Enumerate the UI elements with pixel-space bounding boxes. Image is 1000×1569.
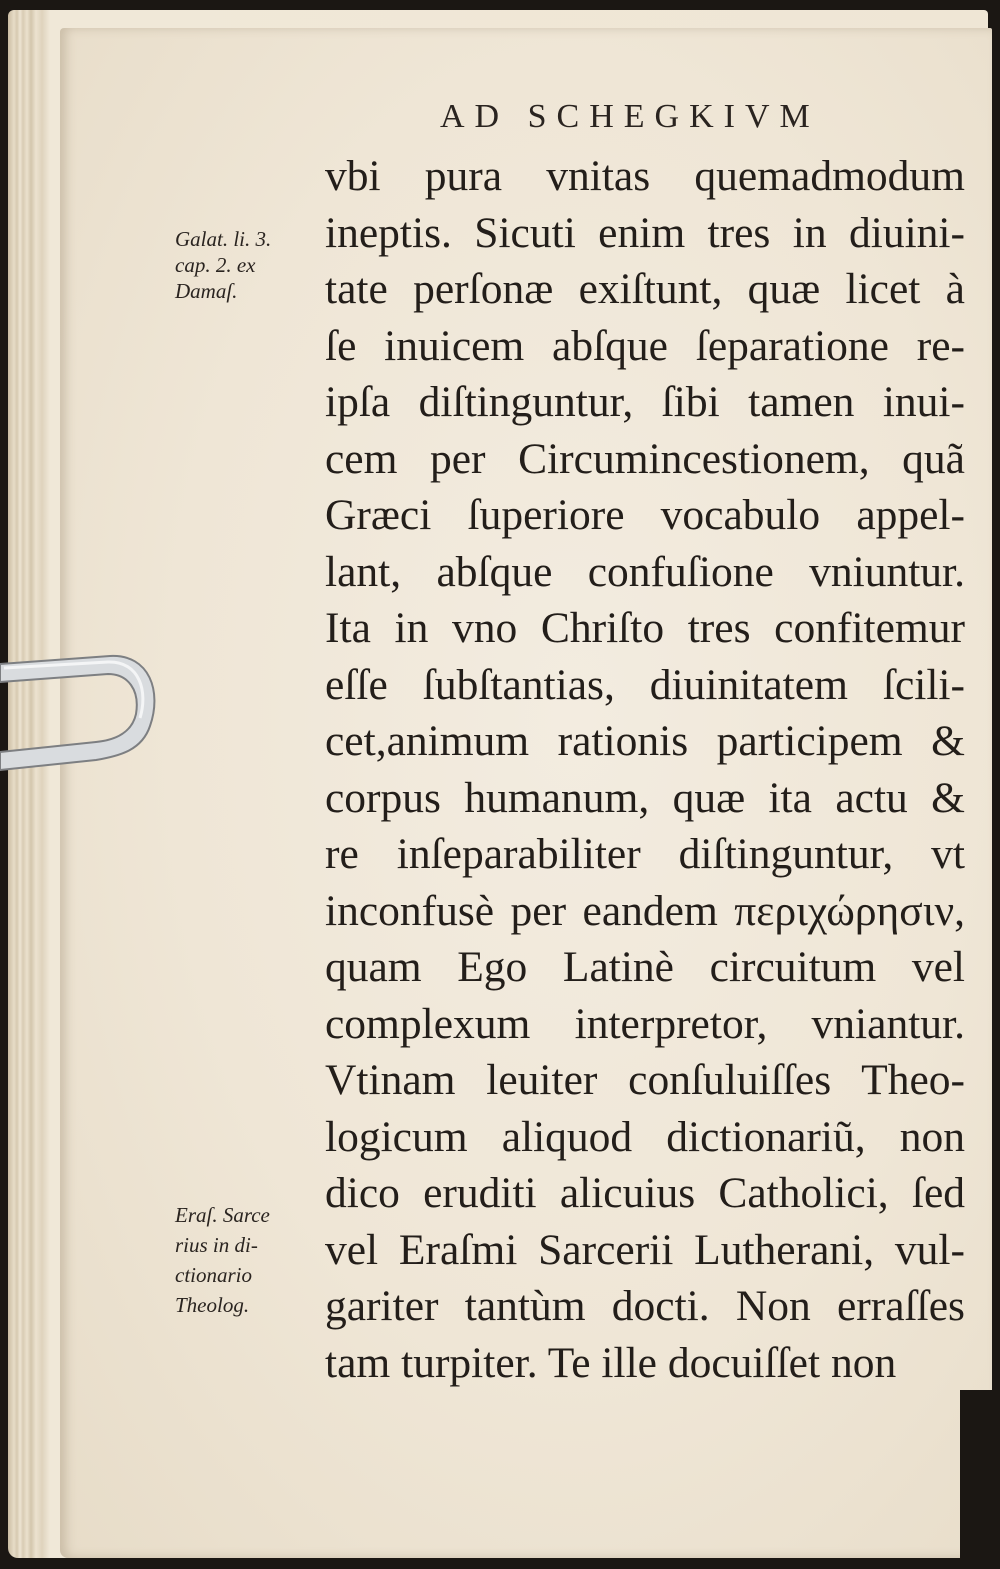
text-line: ipſa diſtinguntur, ſibi tamen inui-	[325, 378, 965, 426]
text-line: vbi pura vnitas quemadmodum	[325, 152, 965, 200]
margin-note-line: Galat. li. 3.	[175, 227, 272, 251]
text-line: tate perſonæ exiſtunt, quæ licet à	[325, 265, 965, 313]
text-line: cet,animum rationis participem &	[325, 717, 965, 765]
text-line: Vtinam leuiter conſuluiſſes Theo-	[325, 1056, 965, 1104]
margin-note-line: Theolog.	[175, 1293, 250, 1317]
margin-note-line: Damaſ.	[175, 279, 238, 303]
text-line: ineptis. Sicuti enim tres in diuini-	[325, 208, 965, 257]
text-line: ſe inuicem abſque ſeparatione re-	[325, 321, 965, 370]
text-line: lant, abſque confuſione vniuntur.	[325, 547, 965, 596]
text-line: dico eruditi alicuius Catholici, ſed	[325, 1169, 965, 1217]
running-head: AD SCHEGKIVM	[440, 98, 820, 135]
text-line: inconfusè per eandem περιχώρησιν,	[325, 886, 965, 935]
margin-note-line: ctionario	[175, 1263, 252, 1287]
margin-note-line: Eraſ. Sarce	[175, 1203, 270, 1227]
text-line: corpus humanum, quæ ita actu &	[325, 773, 965, 822]
text-line: vel Eraſmi Sarcerii Lutherani, vul-	[325, 1225, 965, 1274]
text-line: quam Ego Latinè circuitum vel	[325, 943, 965, 991]
text-line: complexum interpretor, vniantur.	[325, 999, 965, 1048]
text-line: cem per Circumincestionem, quã	[325, 434, 965, 483]
text-line: Græci ſuperiore vocabulo appel-	[325, 491, 965, 539]
text-line: tam turpiter. Te ille docuiſſet non	[325, 1338, 897, 1387]
scan-background	[960, 1390, 1000, 1560]
paper-clip-icon	[0, 646, 158, 778]
text-line: gariter tantùm docti. Non erraſſes	[325, 1282, 965, 1330]
text-line: logicum aliquod dictionariũ, non	[325, 1112, 965, 1161]
text-line: re inſeparabiliter diſtinguntur, vt	[325, 830, 965, 878]
text-line: Ita in vno Chriſto tres confitemur	[325, 604, 965, 652]
margin-note-line: rius in di-	[175, 1233, 258, 1257]
margin-note-galatians	[175, 226, 271, 304]
margin-note-erasmus	[175, 1200, 270, 1320]
text-line: eſſe ſubſtantias, diuinitatem ſcili-	[325, 660, 965, 709]
margin-note-line: cap. 2. ex	[175, 253, 256, 277]
body-text	[325, 148, 965, 1391]
